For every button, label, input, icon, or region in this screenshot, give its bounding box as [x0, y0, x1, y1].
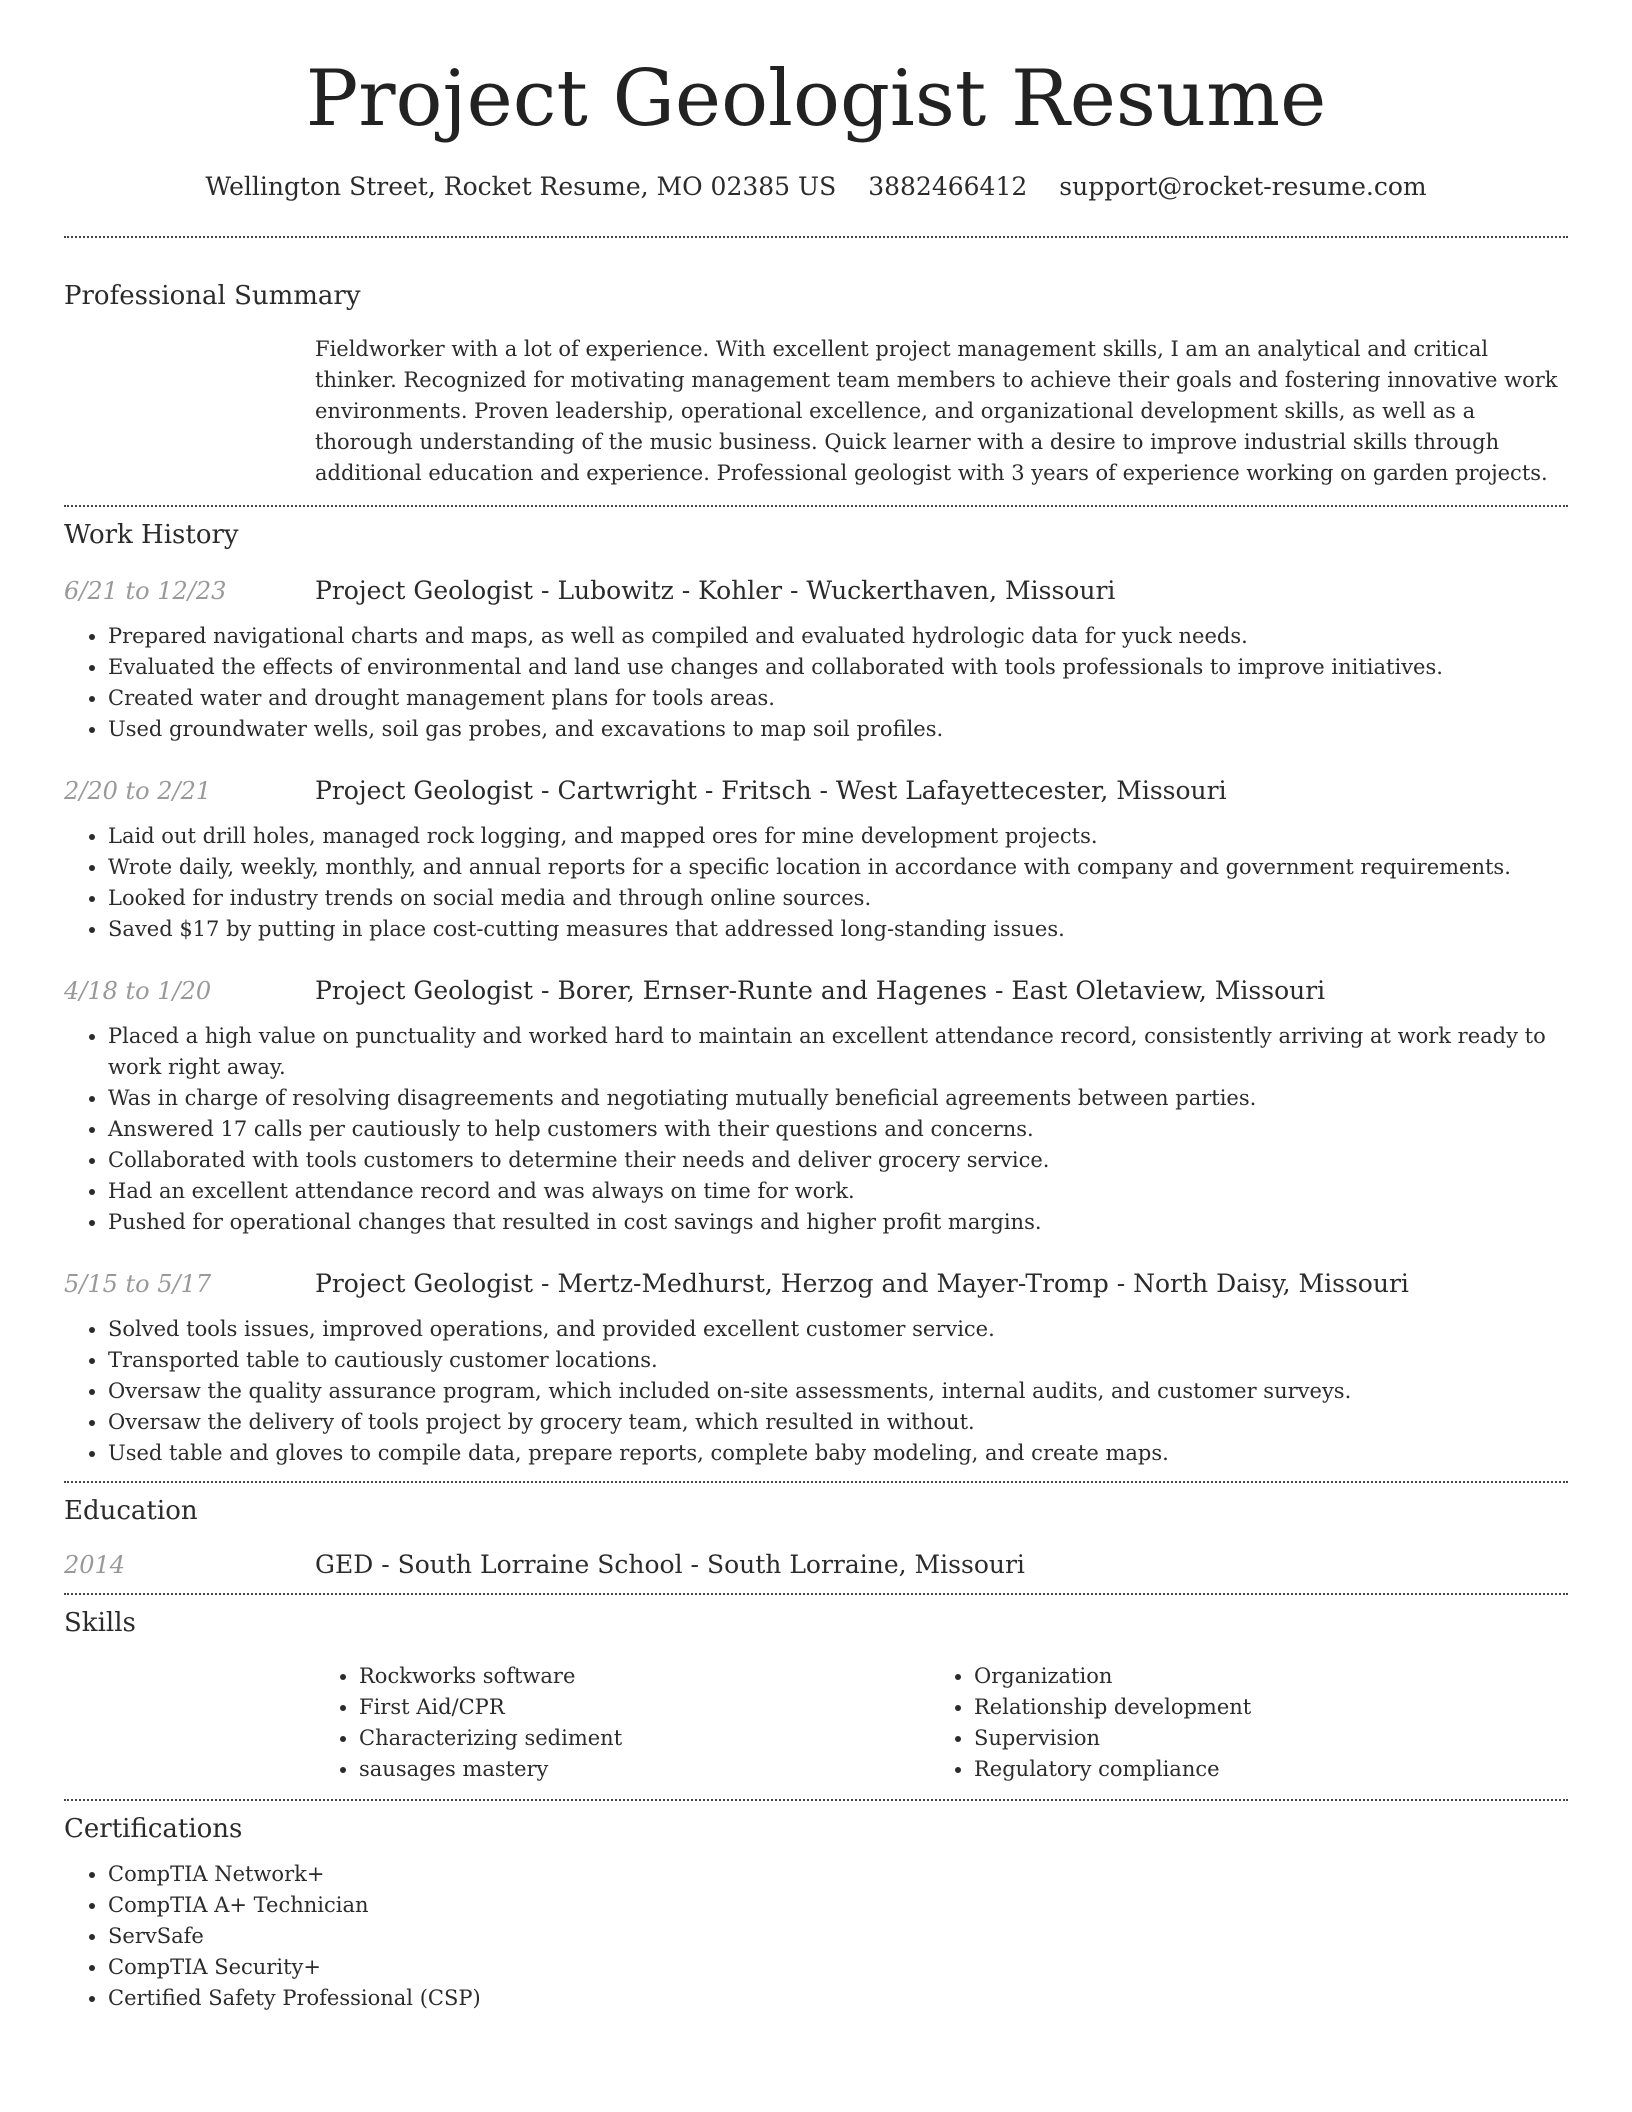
job-bullet: • Evaluated the effects of environmental and land use changes and collaborated with tools professionals to improve initiatives.: [108, 652, 1568, 683]
skills-list-right: [930, 1661, 1545, 1785]
certification-item: • CompTIA Security+: [108, 1952, 1568, 1983]
job-bullets: [64, 621, 1568, 745]
certification-item: • ServSafe: [108, 1921, 1568, 1952]
job-bullet: • Wrote daily, weekly, monthly, and annual reports for a specific location in accordance with company and government requirements.: [108, 852, 1568, 883]
job-dates: 6/21 to 12/23: [64, 577, 227, 605]
certification-item: • CompTIA Network+: [108, 1859, 1568, 1890]
job-bullets: [64, 1021, 1568, 1238]
job-dates: 2/20 to 2/21: [64, 777, 212, 805]
education-date: 2014: [64, 1551, 126, 1579]
job-title: Project Geologist - Cartwright - Fritsch - West Lafayettecester, Missouri: [315, 776, 1227, 805]
skills-columns: [315, 1661, 1568, 1785]
job-entry: [64, 775, 1568, 945]
job-bullet: • Had an excellent attendance record and was always on time for work.: [108, 1176, 1568, 1207]
job-title: Project Geologist - Lubowitz - Kohler - Wuckerthaven, Missouri: [315, 576, 1116, 605]
job-bullet: • Looked for industry trends on social media and through online sources.: [108, 883, 1568, 914]
job-bullet: • Saved $17 by putting in place cost-cutting measures that addressed long-standing issues.: [108, 914, 1568, 945]
summary-section: [64, 280, 1568, 489]
certification-item: • CompTIA A+ Technician: [108, 1890, 1568, 1921]
skill-item: • Organization: [974, 1661, 1545, 1692]
skill-item: • First Aid/CPR: [359, 1692, 930, 1723]
job-entry: [64, 575, 1568, 745]
job-bullet: • Solved tools issues, improved operations, and provided excellent customer service.: [108, 1314, 1568, 1345]
job-bullet: • Laid out drill holes, managed rock logging, and mapped ores for mine development projects.: [108, 821, 1568, 852]
job-entry: [64, 975, 1568, 1238]
job-bullet: • Pushed for operational changes that resulted in cost savings and higher profit margins.: [108, 1207, 1568, 1238]
email: support@rocket-resume.com: [1059, 172, 1427, 201]
job-bullet: • Oversaw the delivery of tools project by grocery team, which resulted in without.: [108, 1407, 1568, 1438]
certifications-section: [64, 1813, 1568, 2014]
job-bullet: • Used groundwater wells, soil gas probes, and excavations to map soil profiles.: [108, 714, 1568, 745]
skill-item: • Regulatory compliance: [974, 1754, 1545, 1785]
resume-title: Project Geologist Resume: [305, 54, 1327, 144]
work-history-section: [64, 519, 1568, 1469]
skill-item: • Rockworks software: [359, 1661, 930, 1692]
job-title: Project Geologist - Borer, Ernser-Runte and Hagenes - East Oletaview, Missouri: [315, 976, 1326, 1005]
job-bullet: • Collaborated with tools customers to determine their needs and deliver grocery service.: [108, 1145, 1568, 1176]
education-entry: [64, 1549, 1568, 1581]
header-divider: [64, 236, 1568, 238]
education-title: GED - South Lorraine School - South Lorraine, Missouri: [315, 1550, 1025, 1579]
work-history-heading: Work History: [64, 520, 239, 550]
job-title: Project Geologist - Mertz-Medhurst, Herzog and Mayer-Tromp - North Daisy, Missouri: [315, 1269, 1409, 1298]
skills-section: [64, 1607, 1568, 1785]
section-divider: [64, 1481, 1568, 1483]
education-heading: Education: [64, 1496, 198, 1526]
contact-line: [64, 172, 1568, 202]
skills-heading: Skills: [64, 1608, 136, 1638]
skill-item: • Characterizing sediment: [359, 1723, 930, 1754]
skills-list-left: [315, 1661, 930, 1785]
skill-item: • Relationship development: [974, 1692, 1545, 1723]
job-dates: 4/18 to 1/20: [64, 977, 212, 1005]
phone: 3882466412: [868, 172, 1028, 201]
certifications-list: [64, 1859, 1568, 2014]
job-dates: 5/15 to 5/17: [64, 1270, 212, 1298]
summary-text: Fieldworker with a lot of experience. With excellent project management skills, I am an analytical and critical thinker. Recognized for motivating management team members to achieve their goals and fostering innovative work environments. Proven leadership, operational excellence, and organizational development skills, as well as a thorough understanding of the music business. Quick learner with a desire to improve industrial skills through additional education and experience. Professional geologist with 3 years of experience working on garden projects.: [315, 337, 1558, 485]
certification-item: • Certified Safety Professional (CSP): [108, 1983, 1568, 2014]
skill-item: • sausages mastery: [359, 1754, 930, 1785]
job-bullet: • Created water and drought management plans for tools areas.: [108, 683, 1568, 714]
job-bullet: • Oversaw the quality assurance program, which included on-site assessments, internal audits, and customer surveys.: [108, 1376, 1568, 1407]
skill-item: • Supervision: [974, 1723, 1545, 1754]
job-bullet: • Placed a high value on punctuality and worked hard to maintain an excellent attendance record, consistently arriving at work ready to work right away.: [108, 1021, 1568, 1083]
summary-heading: Professional Summary: [64, 281, 361, 311]
job-bullets: [64, 1314, 1568, 1469]
job-bullet: • Used table and gloves to compile data, prepare reports, complete baby modeling, and create maps.: [108, 1438, 1568, 1469]
certifications-heading: Certifications: [64, 1814, 243, 1844]
job-bullet: • Answered 17 calls per cautiously to help customers with their questions and concerns.: [108, 1114, 1568, 1145]
section-divider: [64, 1799, 1568, 1801]
section-divider: [64, 1593, 1568, 1595]
section-divider: [64, 505, 1568, 507]
job-bullet: • Transported table to cautiously customer locations.: [108, 1345, 1568, 1376]
education-section: [64, 1495, 1568, 1581]
job-entry: [64, 1268, 1568, 1469]
job-bullets: [64, 821, 1568, 945]
job-bullet: • Was in charge of resolving disagreements and negotiating mutually beneficial agreements between parties.: [108, 1083, 1568, 1114]
address: Wellington Street, Rocket Resume, MO 02385 US: [205, 172, 837, 201]
job-bullet: • Prepared navigational charts and maps, as well as compiled and evaluated hydrologic data for yuck needs.: [108, 621, 1568, 652]
